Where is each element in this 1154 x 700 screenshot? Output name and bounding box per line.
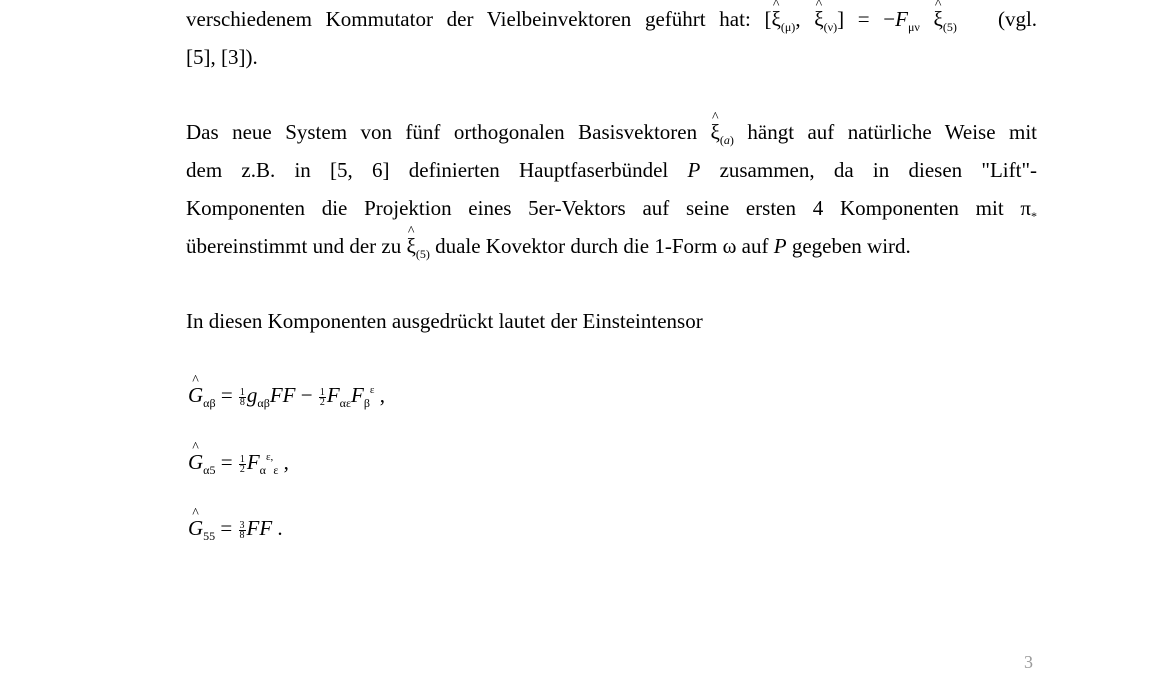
paragraph-2-line-4	[186, 227, 1037, 265]
paragraph-2-text-d: zusammen, da in diesen "Lift"-	[719, 158, 1038, 182]
paragraph-1	[186, 0, 1037, 76]
paragraph-1-text: verschiedenem Kommutator der Vielbeinvektoren geführt hat:	[186, 7, 751, 31]
equation-g-alpha-5: ^ $G_{\alpha 5}$ = $\frac{1}{2}$ $F_\alpha^{\varepsilon,}_\varepsilon$ ,	[188, 447, 289, 481]
paragraph-2-line-1	[186, 113, 1037, 151]
paragraph-1-line-1	[186, 0, 1037, 38]
paragraph-2-line-3	[186, 189, 1037, 227]
paragraph-2-text-h: gegeben wird.	[791, 234, 911, 258]
vgl-text: (vgl.	[997, 7, 1038, 31]
paragraph-2-text-e: Komponenten die Projektion eines 5er-Vektors auf seine ersten 4 Komponenten mit	[186, 196, 1004, 220]
xi5-symbol: ^ $\xi_{(5)}$	[406, 234, 429, 258]
commutator-formula: [^ $\xi_{(\mu)}$, ^ $\xi_{(\nu)}] = -F_{\mu\nu}$ ^ $\xi_{(5)}$	[765, 7, 957, 31]
paragraph-1-line-2: [5], [3]).	[186, 45, 258, 69]
star-symbol: *	[1031, 209, 1038, 223]
paragraph-2-text-a: Das neue System von fünf orthogonalen Basisvektoren	[186, 120, 698, 144]
paragraph-3	[186, 302, 1037, 340]
paragraph-2-text-f: übereinstimmt und der zu	[186, 234, 402, 258]
page-number: 3	[1024, 652, 1033, 672]
bundle-symbol: P	[687, 158, 701, 182]
bundle-symbol-2: P	[773, 234, 787, 258]
paragraph-2-line-2	[186, 151, 1037, 189]
paragraph-2-text-c: dem z.B. in [5, 6] definierten Hauptfaserbündel	[186, 158, 669, 182]
paragraph-2-text-b: hängt auf natürliche Weise mit	[747, 120, 1038, 144]
pi-symbol: π	[1020, 196, 1032, 220]
equation-g-55: ^ $G_{55}$ = $\frac{3}{8}$ FF .	[188, 513, 283, 546]
pi-star-symbol	[1020, 196, 1038, 223]
basis-vector-symbol: ^ $\xi_{(a)}$	[711, 120, 734, 144]
equation-g-alpha-beta: ^ $G_{\alpha\beta}$ = $\frac{1}{8}$ $g_{\alpha\beta}FF$ − $\frac{1}{2}$ $F_{\alpha\varepsilon}F_\beta^\varepsilon$ ,	[188, 380, 385, 414]
paragraph-3-text: In diesen Komponenten ausgedrückt lautet der Einsteintensor	[186, 309, 703, 333]
paragraph-2	[186, 113, 1037, 265]
paragraph-2-text-g: duale Kovektor durch die 1-Form ω auf	[435, 234, 769, 258]
